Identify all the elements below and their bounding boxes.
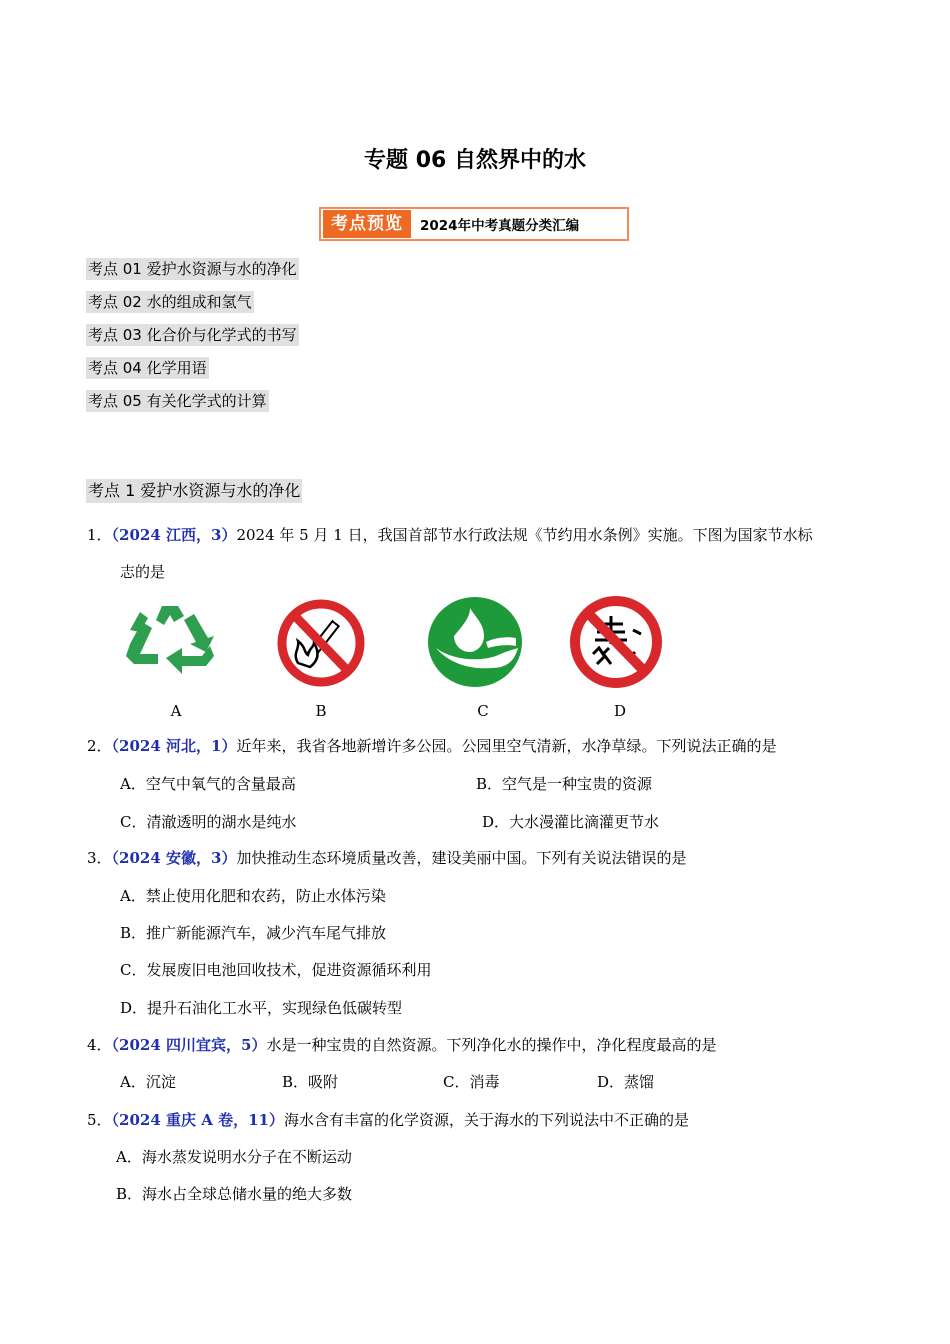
option-b[interactable]: B．海水占全球总储水量的绝大多数 bbox=[116, 1185, 353, 1203]
toc-item[interactable]: 考点 01 爱护水资源与水的净化 bbox=[88, 260, 297, 278]
question-2 bbox=[87, 735, 776, 757]
option-a[interactable]: A．空气中氧气的含量最高 bbox=[120, 775, 296, 793]
question-stem: 海水含有丰富的化学资源，关于海水的下列说法中不正确的是 bbox=[283, 1111, 689, 1129]
toc-item[interactable]: 考点 05 有关化学式的计算 bbox=[88, 392, 267, 410]
question-number: 2． bbox=[87, 737, 112, 755]
option-a[interactable]: A．海水蒸发说明水分子在不断运动 bbox=[116, 1148, 352, 1166]
banner-text: 2024年中考真题分类汇编 bbox=[420, 218, 580, 234]
preview-banner bbox=[319, 207, 629, 241]
option-label-c: C bbox=[477, 702, 489, 720]
question-source: （2024 四川宜宾，5） bbox=[111, 1036, 267, 1054]
question-3 bbox=[87, 847, 686, 869]
option-a[interactable]: A．禁止使用化肥和农药，防止水体污染 bbox=[120, 887, 386, 905]
option-d[interactable]: D．大水漫灌比滴灌更节水 bbox=[482, 813, 660, 831]
question-stem: 加快推动生态环境质量改善，建设美丽中国。下列有关说法错误的是 bbox=[236, 849, 687, 867]
question-1 bbox=[87, 524, 813, 546]
option-b[interactable]: B．空气是一种宝贵的资源 bbox=[476, 775, 653, 793]
option-b[interactable]: B．推广新能源汽车，减少汽车尾气排放 bbox=[120, 924, 387, 942]
question-number: 1． bbox=[87, 526, 112, 544]
question-stem: 近年来，我省各地新增许多公园。公园里空气清新，水净草绿。下列说法正确的是 bbox=[236, 737, 777, 755]
question-4 bbox=[87, 1034, 716, 1056]
water-saving-icon bbox=[426, 596, 524, 688]
recycle-icon bbox=[122, 600, 218, 682]
option-c[interactable]: C．消毒 bbox=[443, 1073, 500, 1091]
no-fire-sign-icon bbox=[274, 597, 368, 689]
question-stem-continued: 志的是 bbox=[120, 563, 166, 581]
option-label-d: D bbox=[613, 702, 627, 720]
option-label-a: A bbox=[170, 702, 182, 720]
question-source: （2024 重庆 A 卷，11） bbox=[111, 1111, 284, 1129]
question-source: （2024 河北，1） bbox=[111, 737, 237, 755]
option-a[interactable]: A．沉淀 bbox=[120, 1073, 176, 1091]
question-stem: 水是一种宝贵的自然资源。下列净化水的操作中，净化程度最高的是 bbox=[266, 1036, 717, 1054]
toc-item[interactable]: 考点 02 水的组成和氢气 bbox=[88, 293, 252, 311]
option-d[interactable]: D．提升石油化工水平，实现绿色低碳转型 bbox=[120, 999, 403, 1017]
question-stem: 2024 年 5 月 1 日，我国首部节水行政法规《节约用水条例》实施。下图为国家节水标 bbox=[236, 526, 813, 544]
page-title: 专题 06 自然界中的水 bbox=[364, 148, 586, 173]
toc-item[interactable]: 考点 04 化学用语 bbox=[88, 359, 207, 377]
option-label-b: B bbox=[315, 702, 327, 720]
question-number: 4． bbox=[87, 1036, 112, 1054]
section-title: 考点 1 爱护水资源与水的净化 bbox=[86, 479, 302, 503]
banner-tag: 考点预览 bbox=[323, 210, 411, 238]
no-logging-sign-icon bbox=[567, 594, 665, 690]
option-c[interactable]: C．发展废旧电池回收技术，促进资源循环利用 bbox=[120, 961, 432, 979]
question-number: 5． bbox=[87, 1111, 112, 1129]
option-c[interactable]: C．清澈透明的湖水是纯水 bbox=[120, 813, 297, 831]
question-source: （2024 安徽，3） bbox=[111, 849, 237, 867]
option-b[interactable]: B．吸附 bbox=[282, 1073, 339, 1091]
question-number: 3． bbox=[87, 849, 112, 867]
question-source: （2024 江西，3） bbox=[111, 526, 237, 544]
option-d[interactable]: D．蒸馏 bbox=[597, 1073, 655, 1091]
toc-item[interactable]: 考点 03 化合价与化学式的书写 bbox=[88, 326, 297, 344]
question-5 bbox=[87, 1109, 689, 1131]
